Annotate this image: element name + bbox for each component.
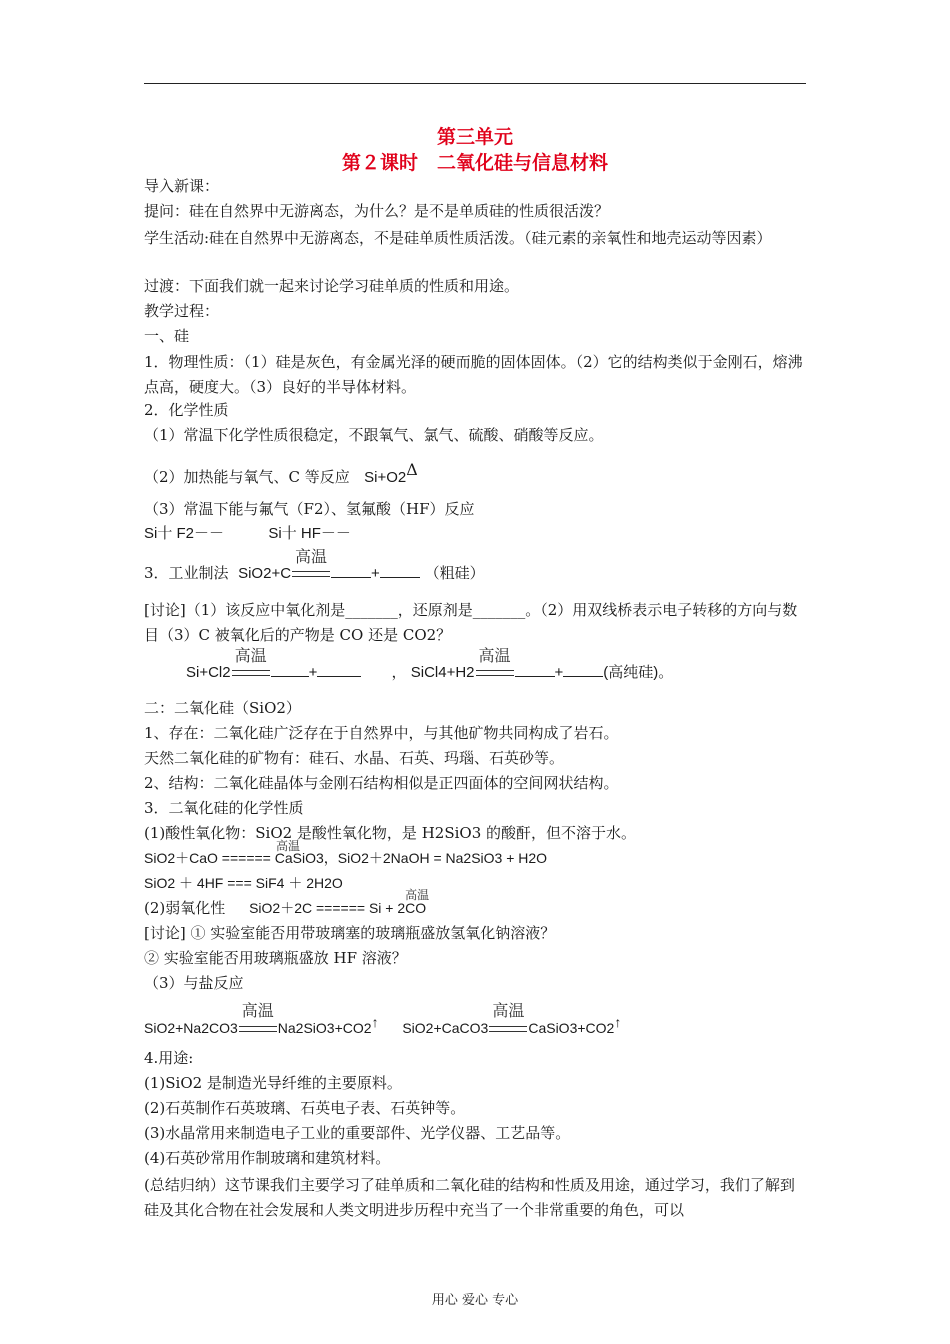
sio2-heading: 二：二氧化硅（SiO2） <box>144 699 301 717</box>
silicon-physical: 1．物理性质：（1）硅是灰色，有金属光泽的硬而脆的固体固体。（2）它的结构类似于金刚石，熔沸点高，硬度大。（3）良好的半导体材料。 <box>144 353 803 396</box>
silicon-heading: 一、硅 <box>144 327 190 345</box>
high-temp-condition <box>231 648 271 683</box>
header-rule <box>144 83 806 84</box>
high-temp-condition <box>475 648 515 683</box>
weak-label: (2)弱氧化性 <box>144 899 226 917</box>
uses-item: (4)石英砂常用作制玻璃和建筑材料。 <box>144 1149 391 1167</box>
blank <box>331 577 371 578</box>
page-footer: 用心 爱心 专心 <box>431 1293 519 1308</box>
sio2-eq1-line <box>144 839 548 868</box>
intro-heading: 导入新课： <box>144 177 220 195</box>
plus-sign: + <box>554 664 564 681</box>
weak-oxidation-line <box>144 888 430 918</box>
high-temp-label: 高温 <box>234 648 267 665</box>
high-temp-condition <box>488 1001 528 1038</box>
high-temp-label: 高温 <box>295 547 328 566</box>
high-temp-condition <box>291 547 331 583</box>
industry-line <box>144 547 485 584</box>
plus-sign: + <box>308 664 318 681</box>
sio2-existence: 1、存在：二氧化硅广泛存在于自然界中，与其他矿物共同构成了岩石。 <box>144 724 619 742</box>
blank <box>317 676 361 677</box>
eq-hf: Si十 HF－－ <box>268 525 351 542</box>
chem2-text: （2）加热能与氧气、C 等反应 <box>144 468 350 486</box>
weak-eq-wrapper <box>249 888 430 918</box>
salt-equations <box>144 1001 622 1038</box>
unit-title: 第三单元 <box>436 126 513 148</box>
blank <box>380 577 420 578</box>
sio2-eq2: SiO2 ＋ 4HF === SiF4 ＋ 2H2O <box>144 875 343 891</box>
high-temp-label: 高温 <box>405 888 430 902</box>
up-arrow: ↑ <box>371 1014 379 1030</box>
delta-symbol: Δ <box>406 460 418 479</box>
sio2-minerals: 天然二氧化硅的矿物有：硅石、水晶、石英、玛瑙、石英砂等。 <box>144 749 565 767</box>
pure-silicon-label: (高纯硅)。 <box>603 664 674 681</box>
salt-eq2-right: CaSiO3+CO2 <box>528 1020 615 1036</box>
up-arrow: ↑ <box>614 1014 622 1030</box>
intro-question: 提问：硅在自然界中无游离态，为什么？是不是单质硅的性质很活泼？ <box>144 202 610 220</box>
silicon-chem1: （1）常温下化学性质很稳定，不跟氧气、氯气、硫酸、硝酸等反应。 <box>144 426 604 444</box>
eq-f2: Si十 F2－－ <box>144 525 225 542</box>
double-line <box>232 670 270 676</box>
purification-line <box>186 648 674 683</box>
salt-eq2-left: SiO2+CaCO3 <box>402 1020 489 1036</box>
eq1-wrapper <box>144 839 548 868</box>
uses-item: (1)SiO2 是制造光导纤维的主要原料。 <box>144 1074 402 1092</box>
uses-heading: 4.用途: <box>144 1049 194 1067</box>
plus-sign: + <box>371 565 380 582</box>
blank <box>515 676 555 677</box>
silicon-chem2 <box>144 460 418 488</box>
eq-cl2: Si+Cl2 <box>186 664 231 681</box>
double-line <box>476 670 514 676</box>
blank <box>563 676 603 677</box>
intro-process: 教学过程： <box>144 302 220 320</box>
uses-item: (2)石英制作石英玻璃、石英电子表、石英钟等。 <box>144 1099 466 1117</box>
weak-equation: SiO2＋2C ====== Si + 2CO <box>249 900 427 916</box>
silicon-chem3: （3）常温下能与氟气（F2）、氢氟酸（HF）反应 <box>144 500 475 518</box>
comma: ， <box>391 664 407 681</box>
summary: (总结归纳）这节课我们主要学习了硅单质和二氧化硅的结构和性质及用途，通过学习，我们了解到硅及其化合物在社会发展和人类文明进步历程中充当了一个非常重要的角色，可以 <box>144 1176 795 1219</box>
high-temp-label: 高温 <box>492 1001 525 1020</box>
sio2-acidic: (1)酸性氧化物：SiO2 是酸性氧化物，是 H2SiO3 的酸酐，但不溶于水。 <box>144 824 637 842</box>
double-line <box>239 1026 277 1032</box>
double-line <box>489 1026 527 1032</box>
industry-equation: SiO2+C <box>238 565 292 582</box>
intro-activity: 学生活动:硅在自然界中无游离态，不是硅单质性质活泼。（硅元素的亲氧性和地壳运动等因素） <box>144 229 772 247</box>
lesson-title: 第２课时 二氧化硅与信息材料 <box>341 152 608 174</box>
double-line <box>292 571 330 577</box>
industry-label: 3．工业制法 <box>144 564 229 582</box>
crude-label: （粗硅） <box>424 564 485 582</box>
fluorine-equations <box>144 524 351 544</box>
salt-heading: （3）与盐反应 <box>144 974 244 992</box>
discussion-hf: ② 实验室能否用玻璃瓶盛放 HF 溶液？ <box>144 949 407 967</box>
high-temp-label: 高温 <box>478 648 511 665</box>
sio2-structure: 2、结构：二氧化硅晶体与金刚石结构相似是正四面体的空间网状结构。 <box>144 774 619 792</box>
blank <box>271 676 309 677</box>
eq-sicl4: SiCl4+H2 <box>410 664 475 681</box>
salt-eq1-left: SiO2+Na2CO3 <box>144 1020 238 1036</box>
chem2-equation: Si+O2 <box>364 469 407 486</box>
sio2-chem-heading: 3．二氧化硅的化学性质 <box>144 799 304 817</box>
intro-transition: 过渡：下面我们就一起来讨论学习硅单质的性质和用途。 <box>144 277 520 295</box>
high-temp-label: 高温 <box>275 839 300 853</box>
salt-eq1-right: Na2SiO3+CO2 <box>277 1020 372 1036</box>
high-temp-condition <box>238 1001 278 1038</box>
silicon-chemical-heading: 2．化学性质 <box>144 401 229 419</box>
sio2-eq1: SiO2＋CaO ====== CaSiO3，SiO2＋2NaOH = Na2SiO3 + H2O <box>144 850 548 866</box>
uses-item: (3)水晶常用来制造电子工业的重要部件、光学仪器、工艺品等。 <box>144 1124 571 1142</box>
high-temp-label: 高温 <box>241 1001 274 1020</box>
discussion-oxidant: [讨论]（1）该反应中氧化剂是_______，还原剂是_______。（2）用双线桥表示电子转移的方向与数目（3）C 被氧化后的产物是 CO 还是 CO2？ <box>144 601 798 644</box>
discussion-naoh: [讨论] ① 实验室能否用带玻璃塞的玻璃瓶盛放氢氧化钠溶液？ <box>144 924 556 942</box>
